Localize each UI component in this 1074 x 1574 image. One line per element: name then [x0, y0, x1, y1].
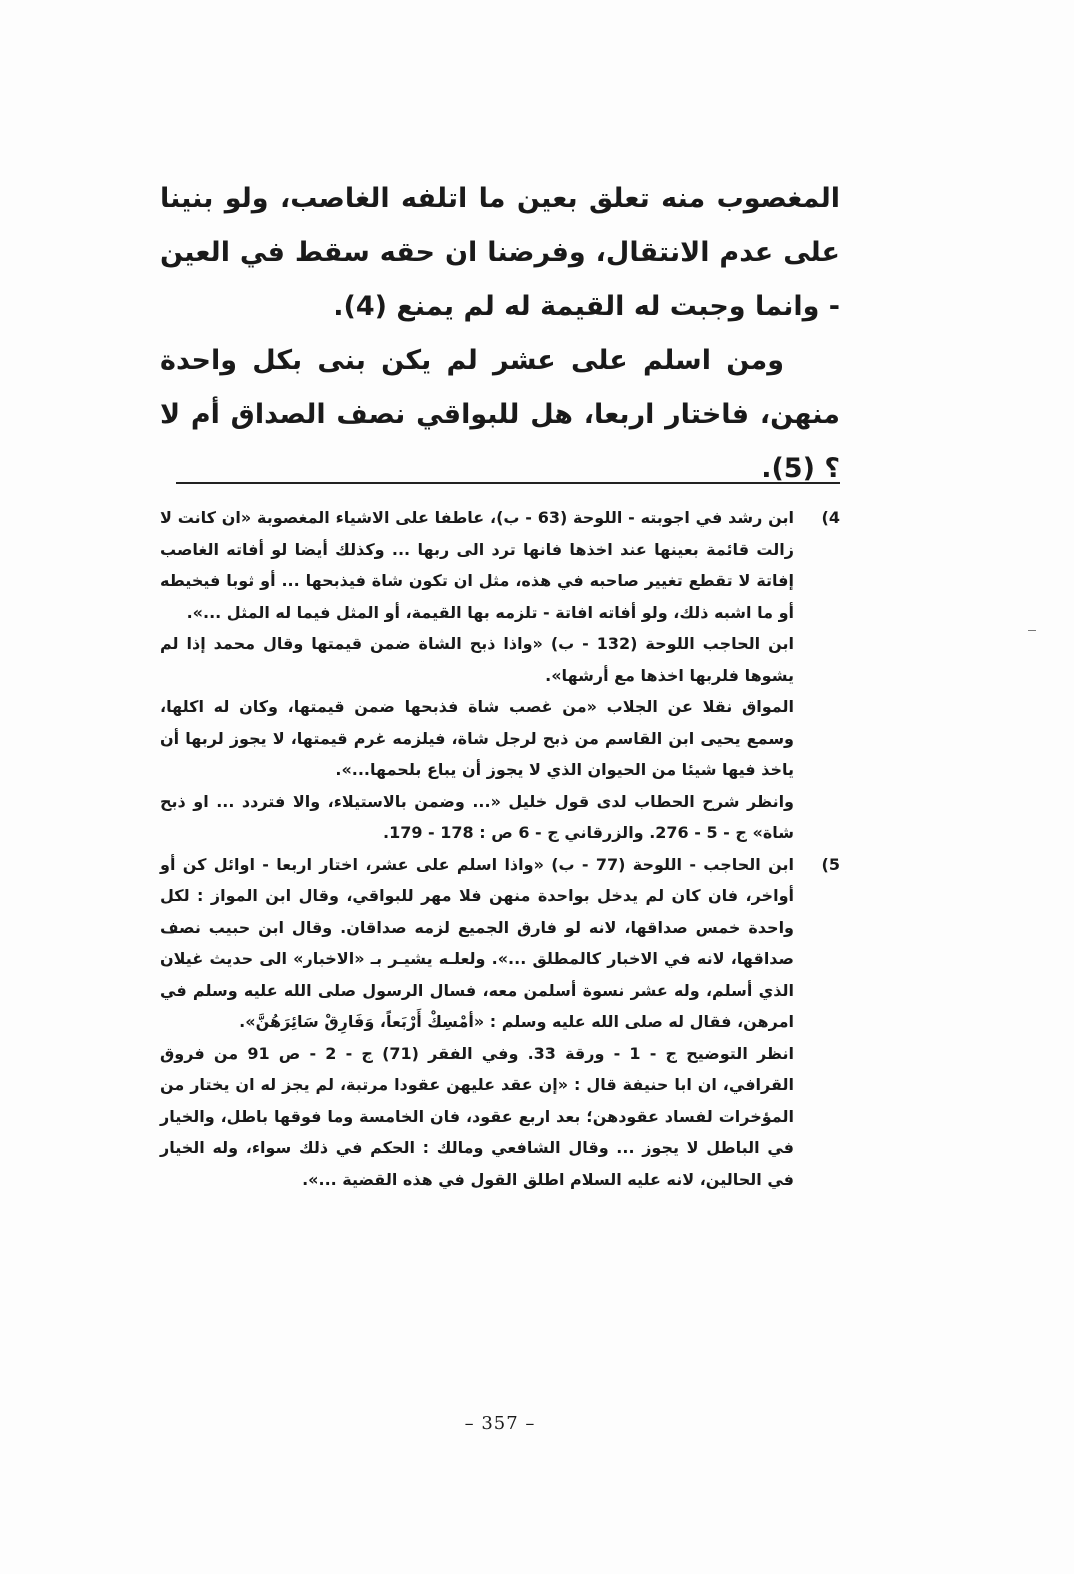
- footnote-paragraph: ابن الحاجب اللوحة (132 - ب) «واذا ذبح الشاة ضمن قيمتها وقال محمد إذا لم يشوها فلربها اخذها مع أرشها».: [160, 634, 795, 685]
- footnotes-section: [160, 502, 840, 1195]
- footnote-paragraph: انظر التوضيح ج - 1 - ورقة 33. وفي الفقر (71) ج - 2 - ص 91 من فروق القرافي، ان ابا حنيفة قال : «إن عقد عليهن عقودا مرتبة، لم يجز له ان يختار من المؤخرات لفساد عقودهن؛ بعد اربع عقود، فان الخامسة وما فوقها باطل، والخيار في الباطل لا يجوز ... وقال الشافعي ومالك : الحكم في ذلك سواء، وله الخيار في الحالين، لانه عليه السلام اطلق القول في هذه القضية ...».: [160, 1043, 795, 1189]
- main-paragraph: ومن اسلم على عشر لم يكن بنى بكل واحدة منهن، فاختار اربعا، هل للبواقي نصف الصداق أم لا ؟ (5).: [160, 345, 840, 484]
- footnote-paragraph: ابن الحاجب - اللوحة (77 - ب) «واذا اسلم على عشر، اختار اربعا - اوائل كن أو أواخر، فان كان لم يدخل بواحدة منهن فلا مهر للبواقي، وقال ابن المواز : لكل واحدة خمس صداقها، لانه لو فارق الجميع لزمه صداقان. وقال ابن حبيب نصف صداقها، لانه في الاخبار كالمطلق ...». ولعلـه يشيـر بـ «الاخبار» الى حديث غيلان الذي أسلم، وله عشر نسوة أسلمن معه، فسال الرسول صلى الله عليه وسلم في امرهن، فقال له صلى الله عليه وسلم : «أمْسِكْ أَرْبَعاً، وَفَارِقْ سَائِرَهُنَّ».: [160, 854, 794, 1031]
- footnote-number: (4: [821, 508, 840, 527]
- footnote-separator-line: [176, 482, 840, 484]
- main-text-body: [160, 172, 840, 496]
- footnote-paragraph: المواق نقلا عن الجلاب «من غصب شاة فذبحها ضمن قيمتها، وكان له اكلها، وسمع يحيى ابن القاسم من ذبح لرجل شاة، فيلزمه غرم قيمتها، لا يجوز لربها أن ياخذ فيها شيئا من الحيوان الذي لا يجوز أن يباع بلحمها...».: [160, 697, 794, 779]
- footnote-4: [160, 502, 840, 849]
- margin-mark: [1028, 630, 1036, 631]
- page-number: – 357 –: [464, 1413, 536, 1434]
- footnote-paragraph: ابن رشد في اجوبته - اللوحة (63 - ب)، عاطفا على الاشياء المغصوبة «ان كانت لا زالت قائمة بعينها عند اخذها فانها ترد الى ربها ... وكذلك أيضا لو أفاته الغاصب إفاتة لا تقطع تغيير صاحبه في هذه، مثل ان تكون شاة فيذبحها ... أو ثوبا فيخيطه أو ما اشبه ذلك، ولو أفاته افاتة - تلزمه بها القيمة، أو المثل فيما له المثل ...».: [160, 508, 794, 622]
- footnote-5: [160, 849, 840, 1196]
- footnote-number: (5: [821, 854, 840, 874]
- main-paragraph: المغصوب منه تعلق بعين ما اتلفه الغاصب، ولو بنينا على عدم الانتقال، وفرضنا ان حقه سقط في العين - وانما وجبت له القيمة له لم يمنع (4).: [160, 183, 840, 322]
- footnote-paragraph: وانظر شرح الحطاب لدى قول خليل «... وضمن بالاستيلاء، والا فتردد ... او ذبح شاة» ج - 5 - 276. والزرقاني ج - 6 ص : 178 - 179.: [160, 791, 794, 842]
